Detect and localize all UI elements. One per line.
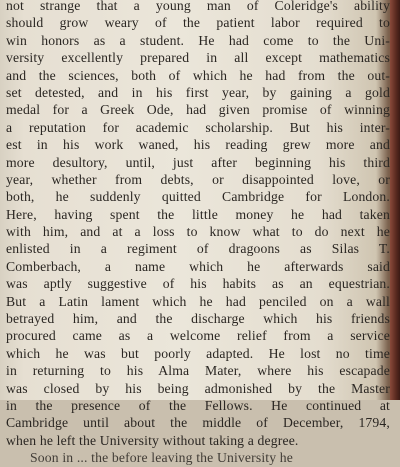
text-line: was aptly suggestive of his habits as an equestrian. [6, 276, 390, 292]
text-line: Cambridge until about the middle of December, 1794, [6, 415, 390, 431]
text-line: should grow weary of the patient labor required to [6, 15, 390, 31]
text-line: betrayed him, and the discharge which his friends [6, 311, 390, 327]
text-line: a reputation for academic scholarship. But his inter- [6, 119, 390, 135]
text-line: was closed by his being admonished by the Master [6, 380, 390, 396]
page-text [6, 0, 390, 466]
text-line: medal for a Greek Ode, had given promise of winning [6, 102, 390, 118]
text-line: Comberbach, a name which he afterwards said [6, 258, 390, 274]
text-line: Soon in ... the before leaving the University he [30, 450, 294, 466]
text-line: procured came as a welcome relief from a service [6, 328, 390, 344]
text-line: in the presence of the Fellows. He continued at [6, 397, 390, 413]
text-line: not strange that a young man of Coleridge's ability [6, 0, 390, 13]
text-line: and the sciences, both of which he had from the out- [6, 67, 390, 83]
text-line: set detested, and in his first year, by gaining a gold [6, 84, 390, 100]
book-spine-edge [390, 0, 400, 400]
text-line: est in his work waned, his reading grew more and [6, 137, 390, 153]
text-line: year, whether from debts, or disappointed love, or [6, 171, 390, 187]
text-line: versity excellently prepared in all except mathematics [6, 50, 390, 66]
text-line: win honors as a student. He had come to the Uni- [6, 32, 390, 48]
text-line: both, he suddenly quitted Cambridge for London. [6, 189, 390, 205]
text-line: which he was but poorly adapted. He lost no time [6, 345, 390, 361]
text-line: Here, having spent the little money he had taken [6, 206, 390, 222]
text-line: when he left the University without taking a degree. [6, 432, 299, 448]
text-line: in returning to his Alma Mater, where his escapade [6, 363, 390, 379]
text-line: more desultory, until, just after beginning his third [6, 154, 390, 170]
text-line: enlisted in a regiment of dragoons as Silas T. [6, 241, 390, 257]
text-line: with him, and at a loss to know what to do next he [6, 224, 390, 240]
text-line: But a Latin lament which he had penciled on a wall [6, 293, 390, 309]
